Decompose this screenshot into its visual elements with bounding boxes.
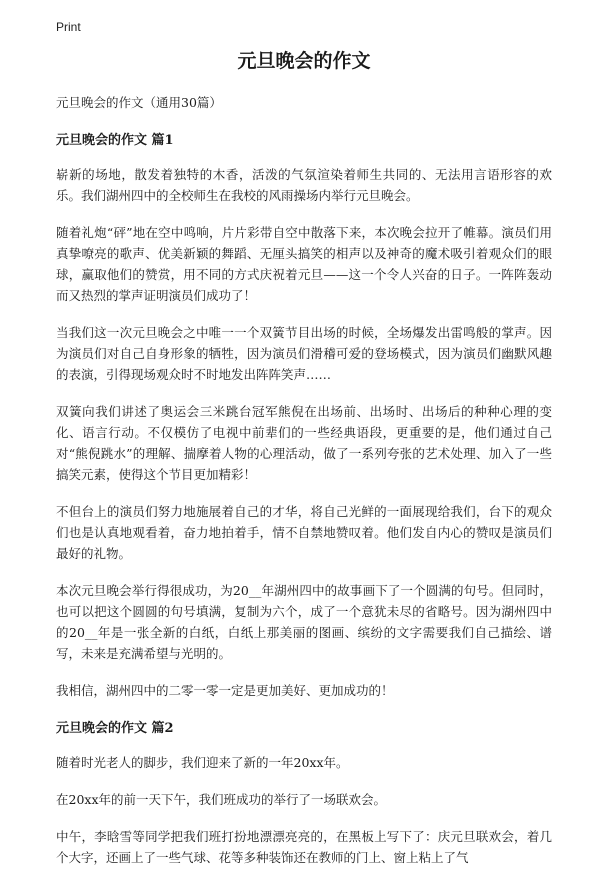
paragraph: 不但台上的演员们努力地施展着自己的才华，将自己光鲜的一面展现给我们，台下的观众们也是认真地观看着，奋力地拍着手，情不自禁地赞叹着。他们发自内心的赞叹是演员们最好的礼物。 <box>56 504 552 561</box>
paragraph: 中午，李晗雪等同学把我们班打扮地漂漂亮亮的，在黑板上写下了：庆元旦联欢会，着几个大字，还画上了一些气球、花等多种装饰还在教师的门上、窗上粘上了气 <box>56 829 552 865</box>
paragraph: 随着时光老人的脚步，我们迎来了新的一年20xx年。 <box>56 755 349 770</box>
page-title: 元旦晚会的作文 <box>237 50 371 72</box>
paragraph: 随着礼炮“砰”地在空中鸣响，片片彩带自空中散落下来，本次晚会拉开了帷幕。演员们用真挚嘹亮的歌声、优美新颖的舞蹈、无厘头搞笑的相声以及神奇的魔术吸引着观众们的眼球，赢取他们的赞赏，用不同的方式庆祝着元旦——这一个令人兴奋的日子。一阵阵轰动而又热烈的掌声证明演员们成功了！ <box>56 225 552 303</box>
document-body <box>56 46 552 884</box>
print-link[interactable]: Print <box>56 20 81 34</box>
paragraph: 崭新的场地，散发着独特的木香，活泼的气氛渲染着师生共同的、无法用言语形容的欢乐。我们湖州四中的全校师生在我校的风雨操场内举行元旦晚会。 <box>56 167 552 203</box>
paragraph: 在20xx年的前一天下午，我们班成功的举行了一场联欢会。 <box>56 792 387 807</box>
section-heading-2: 元旦晚会的作文 篇2 <box>56 721 174 736</box>
section-heading-1: 元旦晚会的作文 篇1 <box>56 133 174 148</box>
paragraph: 双簧向我们讲述了奥运会三米跳台冠军熊倪在出场前、出场时、出场后的种种心理的变化、语言行动。不仅模仿了电视中前辈们的一些经典语段，更重要的是，他们通过自己对“熊倪跳水”的理解、揣摩着人物的心理活动，做了一系列夸张的艺术处理、加入了一些搞笑元素，使得这个节目更加精彩！ <box>56 404 552 482</box>
document-subtitle: 元旦晚会的作文（通用30篇） <box>56 95 222 110</box>
paragraph: 本次元旦晚会举行得很成功，为20__年湖州四中的故事画下了一个圆满的句号。但同时，也可以把这个圆圆的句号填满，复制为六个，成了一个意犹未尽的省略号。因为湖州四中的20__年是一张全新的白纸，白纸上那美丽的图画、缤纷的文字需要我们自己描绘、谱写，未来是充满希望与光明的。 <box>56 583 552 661</box>
paragraph: 我相信，湖州四中的二零一零一定是更加美好、更加成功的！ <box>56 683 394 698</box>
paragraph: 当我们这一次元旦晚会之中唯一一个双簧节目出场的时候，全场爆发出雷鸣般的掌声。因为演员们对自己自身形象的牺牲，因为演员们滑稽可爱的登场模式，因为演员们幽默风趣的表演，引得现场观众时不时地发出阵阵笑声…… <box>56 325 552 382</box>
